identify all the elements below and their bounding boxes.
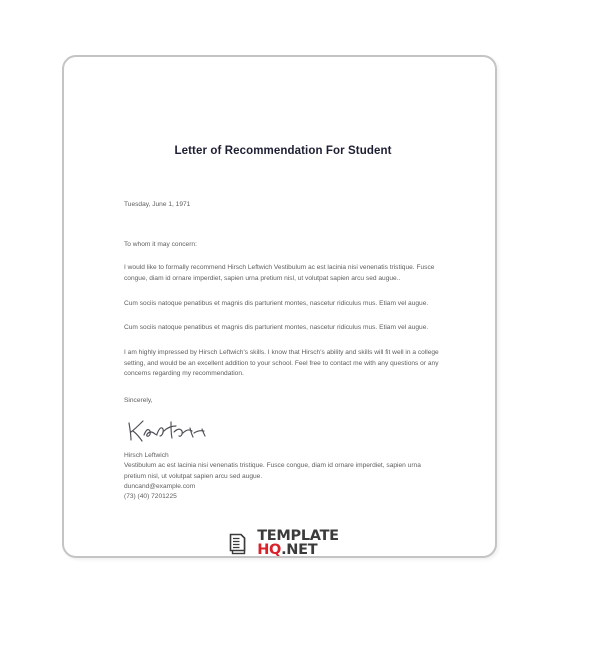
letter-content <box>124 145 442 557</box>
stacked-documents-icon <box>227 531 253 557</box>
signer-name: Hirsch Leftwich <box>124 452 169 460</box>
letter-closing: Sincerely, <box>124 396 153 404</box>
page-title: Letter of Recommendation For Student <box>174 145 392 157</box>
templatehq-logo <box>124 530 442 557</box>
logo-text-hqnet <box>257 541 339 558</box>
document-page <box>62 55 497 558</box>
signer-email: duncand@example.com <box>124 482 196 490</box>
letter-paragraph: Cum sociis natoque penatibus et magnis dis parturient montes, nascetur ridiculus mus. Etiam vel augue. <box>124 324 429 332</box>
logo-text-net: .NET <box>281 541 318 558</box>
handwritten-signature-icon <box>124 417 214 447</box>
logo-text-hq: HQ <box>257 541 282 558</box>
letter-paragraph: Cum sociis natoque penatibus et magnis dis parturient montes, nascetur ridiculus mus. Etiam vel augue. <box>124 299 429 307</box>
signer-address: Vestibulum ac est lacinia nisi venenatis tristique. Fusce congue, diam id ornare imperdiet, sapien urna pretium nisl, ut volutpat sapien arcu sed augue. <box>124 462 421 480</box>
logo-wordmark <box>257 530 339 557</box>
letter-paragraph: I am highly impressed by Hirsch Leftwich's skills. I know that Hirsch's ability and skills will fit well in a college setting, and would be an excellent addition to your school. Feel free to contact me with any questions or any concerns regarding my recommendation. <box>124 348 439 378</box>
letter-salutation: To whom it may concern: <box>124 241 197 249</box>
signer-phone: (73) (40) 7201225 <box>124 493 177 501</box>
letter-date: Tuesday, June 1, 1971 <box>124 200 191 208</box>
letter-paragraph: I would like to formally recommend Hirsch Leftwich Vestibulum ac est lacinia nisi venenatis tristique. Fusce congue, diam id ornare imperdiet, sapien urna pretium nisl, ut volutpat sapien arcu sed augue.. <box>124 264 435 282</box>
signature-block <box>124 417 442 502</box>
logo-text-template: TEMPLATE <box>257 528 339 545</box>
